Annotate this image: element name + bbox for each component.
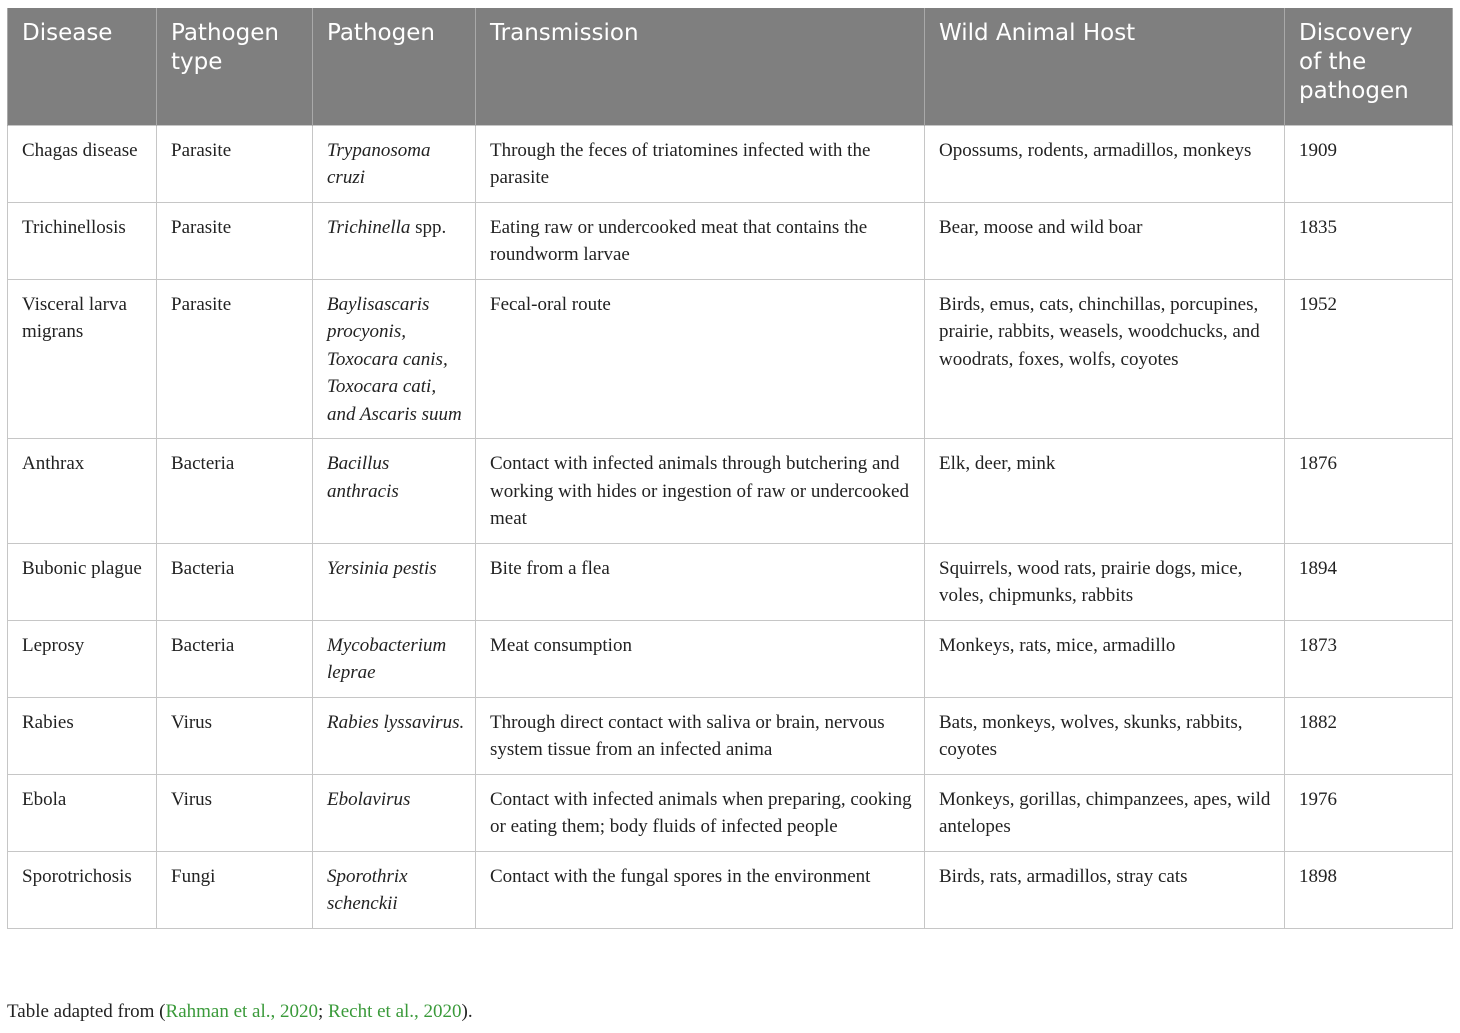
cell-pathogen-type: Parasite (157, 279, 313, 439)
cell-transmission: Bite from a flea (476, 543, 925, 620)
cell-transmission: Eating raw or undercooked meat that contains the roundworm larvae (476, 202, 925, 279)
pathogen-name: Mycobacterium leprae (327, 634, 447, 683)
cell-pathogen (313, 851, 476, 928)
cell-pathogen-type: Virus (157, 774, 313, 851)
table-row (8, 620, 1453, 697)
cell-transmission: Meat consumption (476, 620, 925, 697)
cell-pathogen-type: Bacteria (157, 439, 313, 544)
cell-discovery-year: 1952 (1285, 279, 1453, 439)
cell-discovery-year: 1882 (1285, 697, 1453, 774)
table-row (8, 279, 1453, 439)
cell-host: Opossums, rodents, armadillos, monkeys (925, 125, 1285, 202)
cell-pathogen (313, 543, 476, 620)
cell-transmission: Contact with infected animals through butchering and working with hides or ingestion of raw or undercooked meat (476, 439, 925, 544)
cell-disease: Rabies (8, 697, 157, 774)
cell-transmission: Through the feces of triatomines infected with the parasite (476, 125, 925, 202)
table-row (8, 439, 1453, 544)
cell-transmission: Fecal-oral route (476, 279, 925, 439)
table-row (8, 851, 1453, 928)
cell-discovery-year: 1835 (1285, 202, 1453, 279)
header-pathogen-type: Pathogen type (157, 8, 313, 125)
table-header (8, 8, 1453, 125)
citation-link-recht[interactable]: Recht et al., 2020 (328, 1001, 462, 1022)
cell-disease: Visceral larva migrans (8, 279, 157, 439)
caption-prefix: Table adapted from ( (7, 1001, 166, 1022)
caption-suffix: ). (461, 1001, 473, 1022)
header-transmission: Transmission (476, 8, 925, 125)
cell-discovery-year: 1894 (1285, 543, 1453, 620)
citation-link-rahman[interactable]: Rahman et al., 2020 (165, 1001, 319, 1022)
cell-transmission: Through direct contact with saliva or brain, nervous system tissue from an infected anima (476, 697, 925, 774)
pathogen-name: Trichinella (327, 216, 411, 238)
table-row (8, 125, 1453, 202)
cell-pathogen-type: Parasite (157, 125, 313, 202)
cell-pathogen (313, 620, 476, 697)
cell-pathogen-type: Bacteria (157, 543, 313, 620)
cell-discovery-year: 1909 (1285, 125, 1453, 202)
cell-disease: Bubonic plague (8, 543, 157, 620)
cell-pathogen-type: Bacteria (157, 620, 313, 697)
pathogen-name: Sporothrix schenckii (327, 865, 408, 914)
cell-host: Squirrels, wood rats, prairie dogs, mice, voles, chipmunks, rabbits (925, 543, 1285, 620)
cell-disease: Chagas disease (8, 125, 157, 202)
cell-pathogen (313, 202, 476, 279)
header-row (8, 8, 1453, 125)
cell-pathogen (313, 697, 476, 774)
caption-separator: ; (318, 1001, 329, 1022)
cell-host: Monkeys, gorillas, chimpanzees, apes, wild antelopes (925, 774, 1285, 851)
pathogen-name: Trypanosoma cruzi (327, 139, 431, 188)
cell-disease: Leprosy (8, 620, 157, 697)
cell-disease: Sporotrichosis (8, 851, 157, 928)
cell-transmission: Contact with infected animals when preparing, cooking or eating them; body fluids of infected people (476, 774, 925, 851)
cell-pathogen (313, 439, 476, 544)
cell-host: Elk, deer, mink (925, 439, 1285, 544)
cell-pathogen-type: Fungi (157, 851, 313, 928)
cell-disease: Ebola (8, 774, 157, 851)
cell-host: Birds, rats, armadillos, stray cats (925, 851, 1285, 928)
header-pathogen: Pathogen (313, 8, 476, 125)
header-discovery: Discovery of the pathogen (1285, 8, 1453, 125)
cell-pathogen (313, 774, 476, 851)
cell-pathogen-type: Parasite (157, 202, 313, 279)
pathogen-name: Rabies lyssavirus. (327, 711, 465, 733)
cell-host: Birds, emus, cats, chinchillas, porcupines, prairie, rabbits, weasels, woodchucks, and woodrats, foxes, wolfs, coyotes (925, 279, 1285, 439)
cell-discovery-year: 1873 (1285, 620, 1453, 697)
table-row (8, 697, 1453, 774)
table-row (8, 774, 1453, 851)
cell-disease: Anthrax (8, 439, 157, 544)
pathogen-name: Yersinia pestis (327, 557, 437, 579)
cell-transmission: Contact with the fungal spores in the environment (476, 851, 925, 928)
table-caption (7, 1001, 473, 1023)
header-disease: Disease (8, 8, 157, 125)
cell-pathogen-type: Virus (157, 697, 313, 774)
pathogen-name: Ebolavirus (327, 788, 411, 810)
header-wild-animal-host: Wild Animal Host (925, 8, 1285, 125)
cell-pathogen (313, 125, 476, 202)
pathogen-name: Bacillus anthracis (327, 453, 399, 502)
table-row (8, 543, 1453, 620)
table-body (8, 125, 1453, 928)
cell-discovery-year: 1898 (1285, 851, 1453, 928)
cell-discovery-year: 1876 (1285, 439, 1453, 544)
pathogen-name: Baylisascaris procyonis, Toxocara canis, Toxocara cati, and Ascaris suum (327, 293, 462, 425)
cell-host: Monkeys, rats, mice, armadillo (925, 620, 1285, 697)
table-row (8, 202, 1453, 279)
cell-host: Bats, monkeys, wolves, skunks, rabbits, coyotes (925, 697, 1285, 774)
pathogen-suffix: spp. (410, 216, 447, 238)
cell-discovery-year: 1976 (1285, 774, 1453, 851)
table-container (7, 8, 1452, 929)
cell-host: Bear, moose and wild boar (925, 202, 1285, 279)
cell-pathogen (313, 279, 476, 439)
cell-disease: Trichinellosis (8, 202, 157, 279)
zoonoses-table (7, 8, 1453, 929)
